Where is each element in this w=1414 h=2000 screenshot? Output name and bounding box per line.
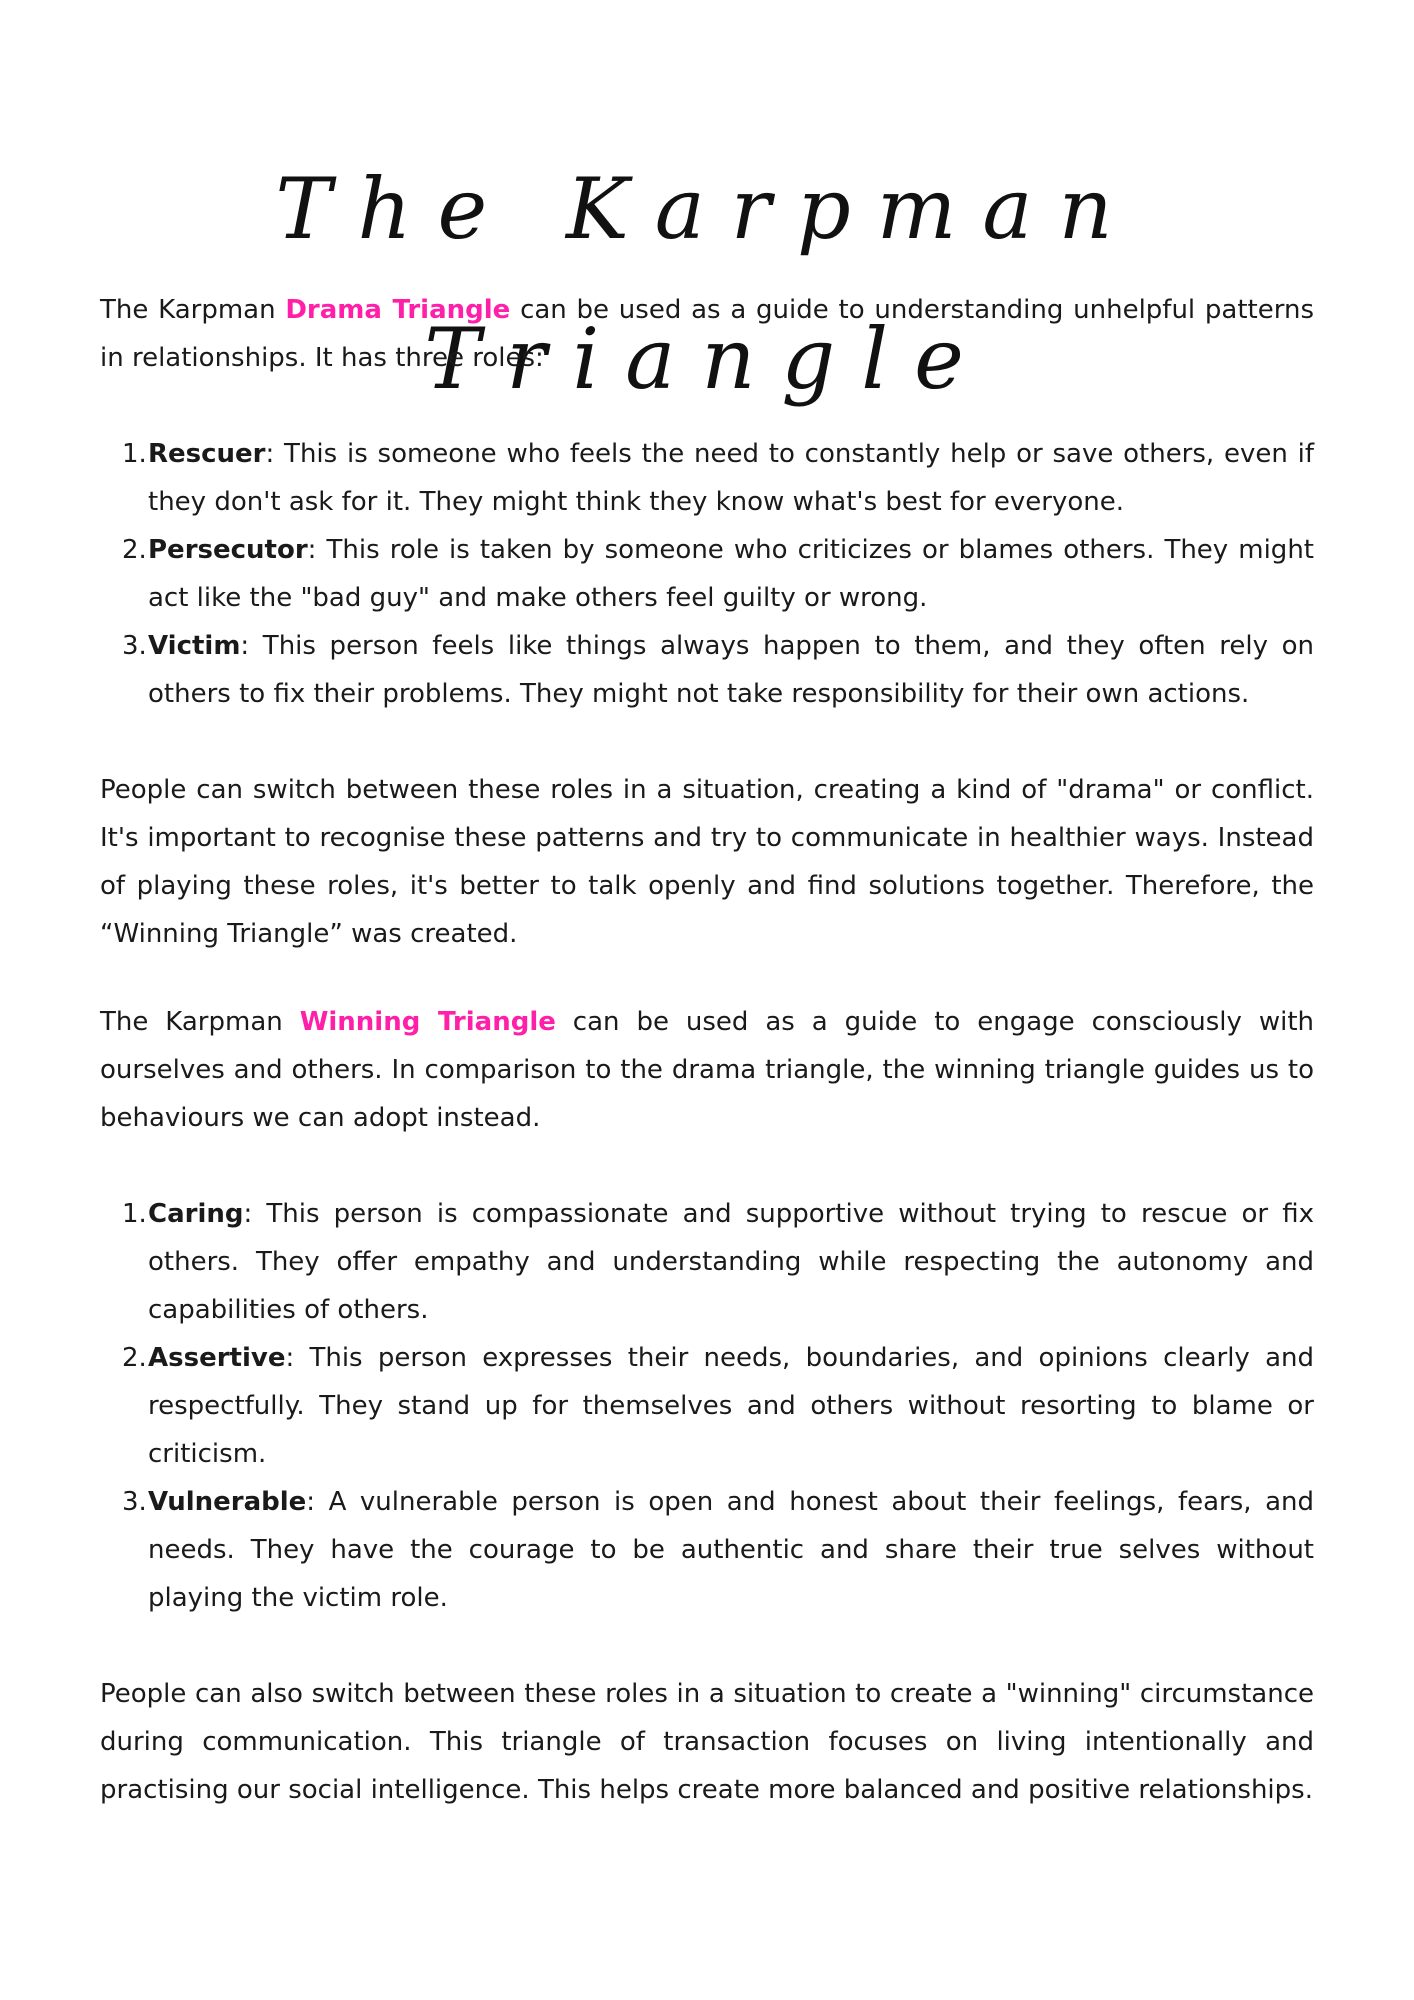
list-number: 3. bbox=[122, 1487, 147, 1517]
list-number: 1. bbox=[122, 439, 147, 469]
winning-triangle-highlight: Winning Triangle bbox=[299, 1007, 556, 1037]
list-item bbox=[100, 430, 1314, 526]
list-number: 2. bbox=[122, 535, 147, 565]
role-term: Caring bbox=[148, 1199, 244, 1229]
role-description: : This person feels like things always happen to them, and they often rely on others to fix their problems. They might not take responsibility for their own actions. bbox=[148, 631, 1314, 709]
drama-roles-list bbox=[100, 430, 1314, 718]
intro-text-after: can be used as a guide to understanding unhelpful patterns in relationships. It has three roles: bbox=[100, 295, 1314, 373]
role-term: Assertive bbox=[148, 1343, 286, 1373]
role-term: Rescuer bbox=[148, 439, 266, 469]
drama-summary-paragraph: People can switch between these roles in a situation, creating a kind of "drama" or conflict. It's important to recognise these patterns and try to communicate in healthier ways. Instead of playing these roles, it's better to talk openly and find solutions together. Therefore, the “Winning Triangle” was created. bbox=[100, 775, 1314, 949]
role-description: : This person expresses their needs, boundaries, and opinions clearly and respectfully. They stand up for themselves and others without resorting to blame or criticism. bbox=[148, 1343, 1314, 1469]
winning-summary-paragraph: People can also switch between these roles in a situation to create a "winning" circumstance during communication. This triangle of transaction focuses on living intentionally and practising our social intelligence. This helps create more balanced and positive relationships. bbox=[100, 1679, 1314, 1805]
page-title: The Karpman Triangle bbox=[275, 160, 1139, 409]
list-item bbox=[100, 622, 1314, 718]
list-item bbox=[100, 1334, 1314, 1478]
role-description: : This is someone who feels the need to constantly help or save others, even if they don't ask for it. They might think they know what's best for everyone. bbox=[148, 439, 1314, 517]
list-number: 1. bbox=[122, 1199, 147, 1229]
list-item bbox=[100, 1190, 1314, 1334]
role-description: : This role is taken by someone who criticizes or blames others. They might act like the "bad guy" and make others feel guilty or wrong. bbox=[148, 535, 1314, 613]
role-term: Victim bbox=[148, 631, 241, 661]
document-page bbox=[100, 0, 1314, 2000]
winning-intro-paragraph bbox=[100, 998, 1314, 1142]
drama-triangle-highlight: Drama Triangle bbox=[285, 295, 511, 325]
intro-paragraph bbox=[100, 286, 1314, 382]
list-item bbox=[100, 526, 1314, 622]
list-item bbox=[100, 1478, 1314, 1622]
winning-text-before: The Karpman bbox=[100, 1007, 300, 1037]
role-term: Vulnerable bbox=[148, 1487, 307, 1517]
list-number: 2. bbox=[122, 1343, 147, 1373]
role-description: : A vulnerable person is open and honest about their feelings, fears, and needs. They have the courage to be authentic and share their true selves without playing the victim role. bbox=[148, 1487, 1314, 1613]
winning-text-after: can be used as a guide to engage consciously with ourselves and others. In comparison to the drama triangle, the winning triangle guides us to behaviours we can adopt instead. bbox=[100, 1007, 1314, 1133]
role-description: : This person is compassionate and supportive without trying to rescue or fix others. They offer empathy and understanding while respecting the autonomy and capabilities of others. bbox=[148, 1199, 1314, 1325]
winning-roles-list bbox=[100, 1190, 1314, 1622]
intro-text-before: The Karpman bbox=[100, 295, 286, 325]
list-number: 3. bbox=[122, 631, 147, 661]
role-term: Persecutor bbox=[148, 535, 308, 565]
